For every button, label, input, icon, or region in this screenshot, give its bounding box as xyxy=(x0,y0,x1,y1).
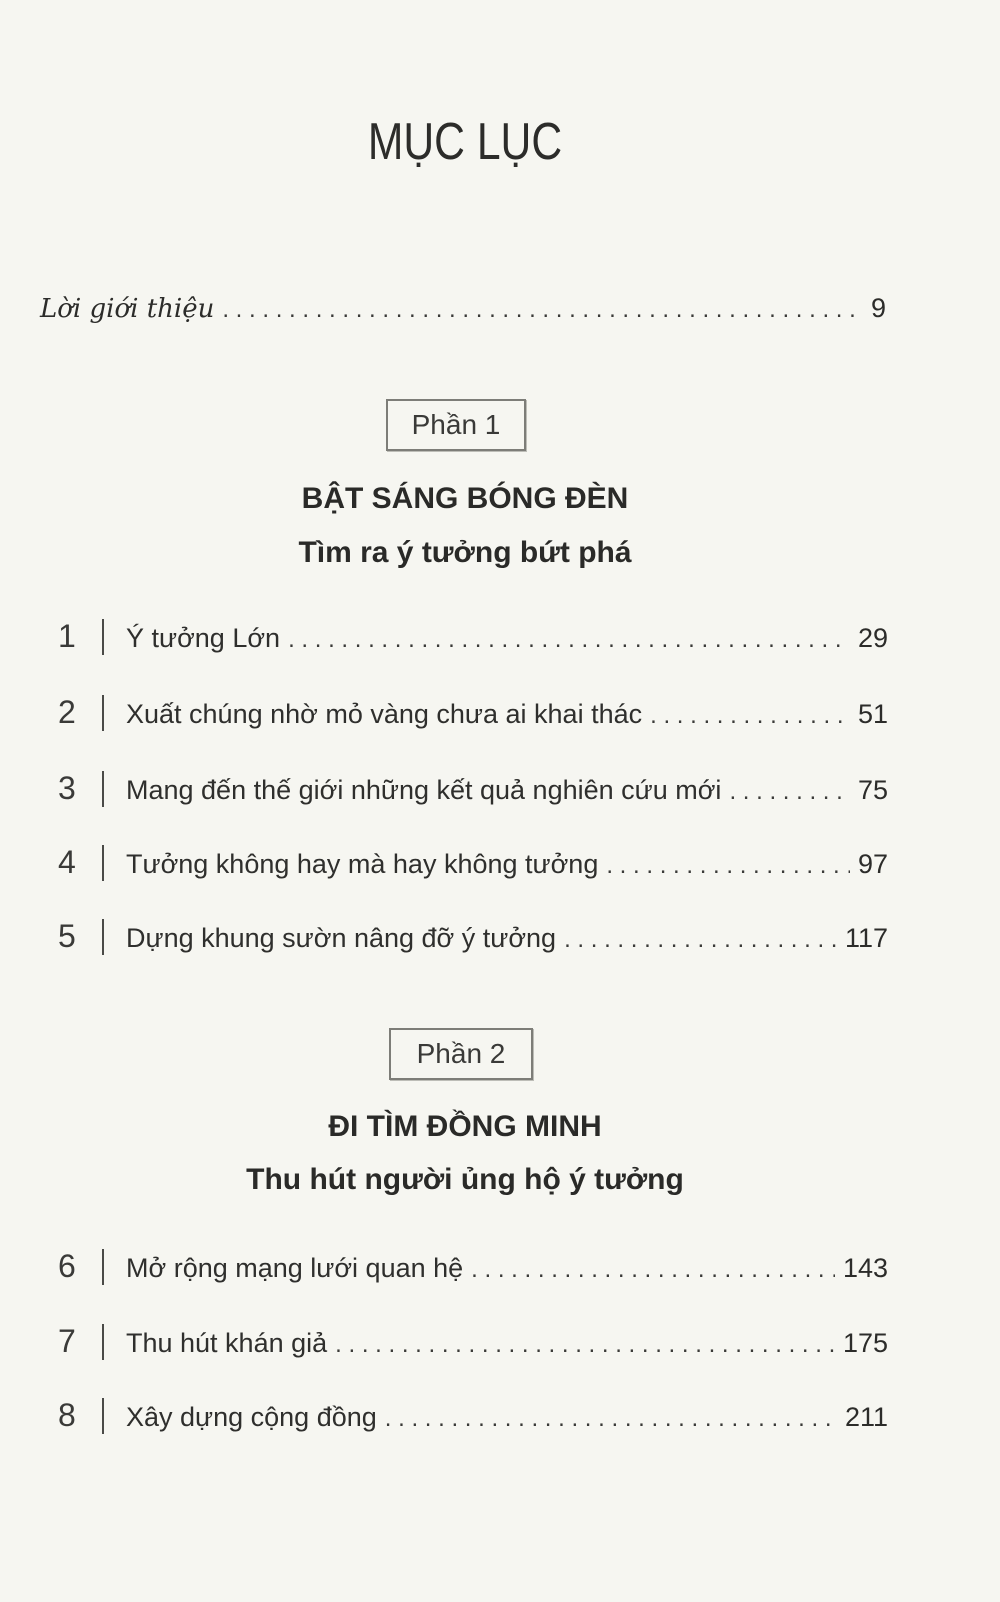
intro-page-number: 9 xyxy=(870,293,886,323)
part-2-label-box xyxy=(389,1028,533,1080)
toc-entry-chapter-8[interactable] xyxy=(58,1397,888,1434)
toc-entry-intro[interactable] xyxy=(40,293,886,324)
chapter-page-number: 29 xyxy=(857,623,888,653)
toc-entry-chapter-7[interactable] xyxy=(58,1323,888,1360)
part-2-title: ĐI TÌM ĐỒNG MINH xyxy=(328,1110,602,1143)
chapter-title: Tưởng không hay mà hay không tưởng xyxy=(126,849,599,879)
divider-bar xyxy=(102,771,104,807)
page-title: MỤC LỤC xyxy=(367,113,563,171)
chapter-title: Mang đến thế giới những kết quả nghiên cứu mới xyxy=(126,775,722,805)
divider-bar xyxy=(102,695,104,731)
chapter-number: 6 xyxy=(58,1248,76,1284)
part-1-subtitle: Tìm ra ý tưởng bứt phá xyxy=(298,536,632,569)
part-2-subtitle: Thu hút người ủng hộ ý tưởng xyxy=(246,1163,684,1196)
toc-entry-chapter-6[interactable] xyxy=(58,1248,888,1285)
intro-label: Lời giới thiệu xyxy=(40,294,215,324)
chapter-title: Dựng khung sườn nâng đỡ ý tưởng xyxy=(126,923,557,953)
chapter-number: 8 xyxy=(58,1397,76,1433)
chapter-title: Xây dựng cộng đồng xyxy=(126,1402,377,1432)
divider-bar xyxy=(102,1398,104,1434)
dot-leader xyxy=(729,778,850,806)
chapter-number: 4 xyxy=(58,844,76,880)
chapter-number: 7 xyxy=(58,1323,76,1359)
dot-leader xyxy=(335,1331,835,1359)
divider-bar xyxy=(102,919,104,955)
dot-leader xyxy=(222,296,863,324)
chapter-number: 5 xyxy=(58,918,76,954)
dot-leader xyxy=(471,1256,835,1284)
part-1-label-box xyxy=(386,399,526,451)
chapter-page-number: 51 xyxy=(857,699,888,729)
part-2-label: Phần 2 xyxy=(416,1038,506,1069)
chapter-number: 2 xyxy=(58,694,76,730)
dot-leader xyxy=(564,926,837,954)
divider-bar xyxy=(102,619,104,655)
chapter-number: 1 xyxy=(58,618,76,654)
chapter-number: 3 xyxy=(58,770,76,806)
toc-entry-chapter-5[interactable] xyxy=(58,918,888,955)
toc-entry-chapter-2[interactable] xyxy=(58,694,888,731)
chapter-page-number: 211 xyxy=(844,1402,888,1432)
toc-entry-chapter-1[interactable] xyxy=(58,618,888,655)
dot-leader xyxy=(606,852,850,880)
chapter-title: Xuất chúng nhờ mỏ vàng chưa ai khai thác xyxy=(126,699,643,729)
dot-leader xyxy=(385,1405,837,1433)
toc-entry-chapter-3[interactable] xyxy=(58,770,888,807)
divider-bar xyxy=(102,1249,104,1285)
chapter-page-number: 97 xyxy=(857,849,888,879)
toc-entry-chapter-4[interactable] xyxy=(58,844,888,881)
dot-leader xyxy=(288,626,850,654)
chapter-page-number: 143 xyxy=(842,1253,888,1283)
divider-bar xyxy=(102,1324,104,1360)
chapter-title: Mở rộng mạng lưới quan hệ xyxy=(126,1253,464,1283)
chapter-page-number: 175 xyxy=(842,1328,888,1358)
chapter-page-number: 117 xyxy=(844,923,888,953)
chapter-title: Thu hút khán giả xyxy=(126,1328,328,1358)
dot-leader xyxy=(650,702,850,730)
part-1-title: BẬT SÁNG BÓNG ĐÈN xyxy=(301,482,629,515)
chapter-page-number: 75 xyxy=(857,775,888,805)
divider-bar xyxy=(102,845,104,881)
part-1-label: Phần 1 xyxy=(411,409,501,440)
chapter-title: Ý tưởng Lớn xyxy=(126,623,281,653)
